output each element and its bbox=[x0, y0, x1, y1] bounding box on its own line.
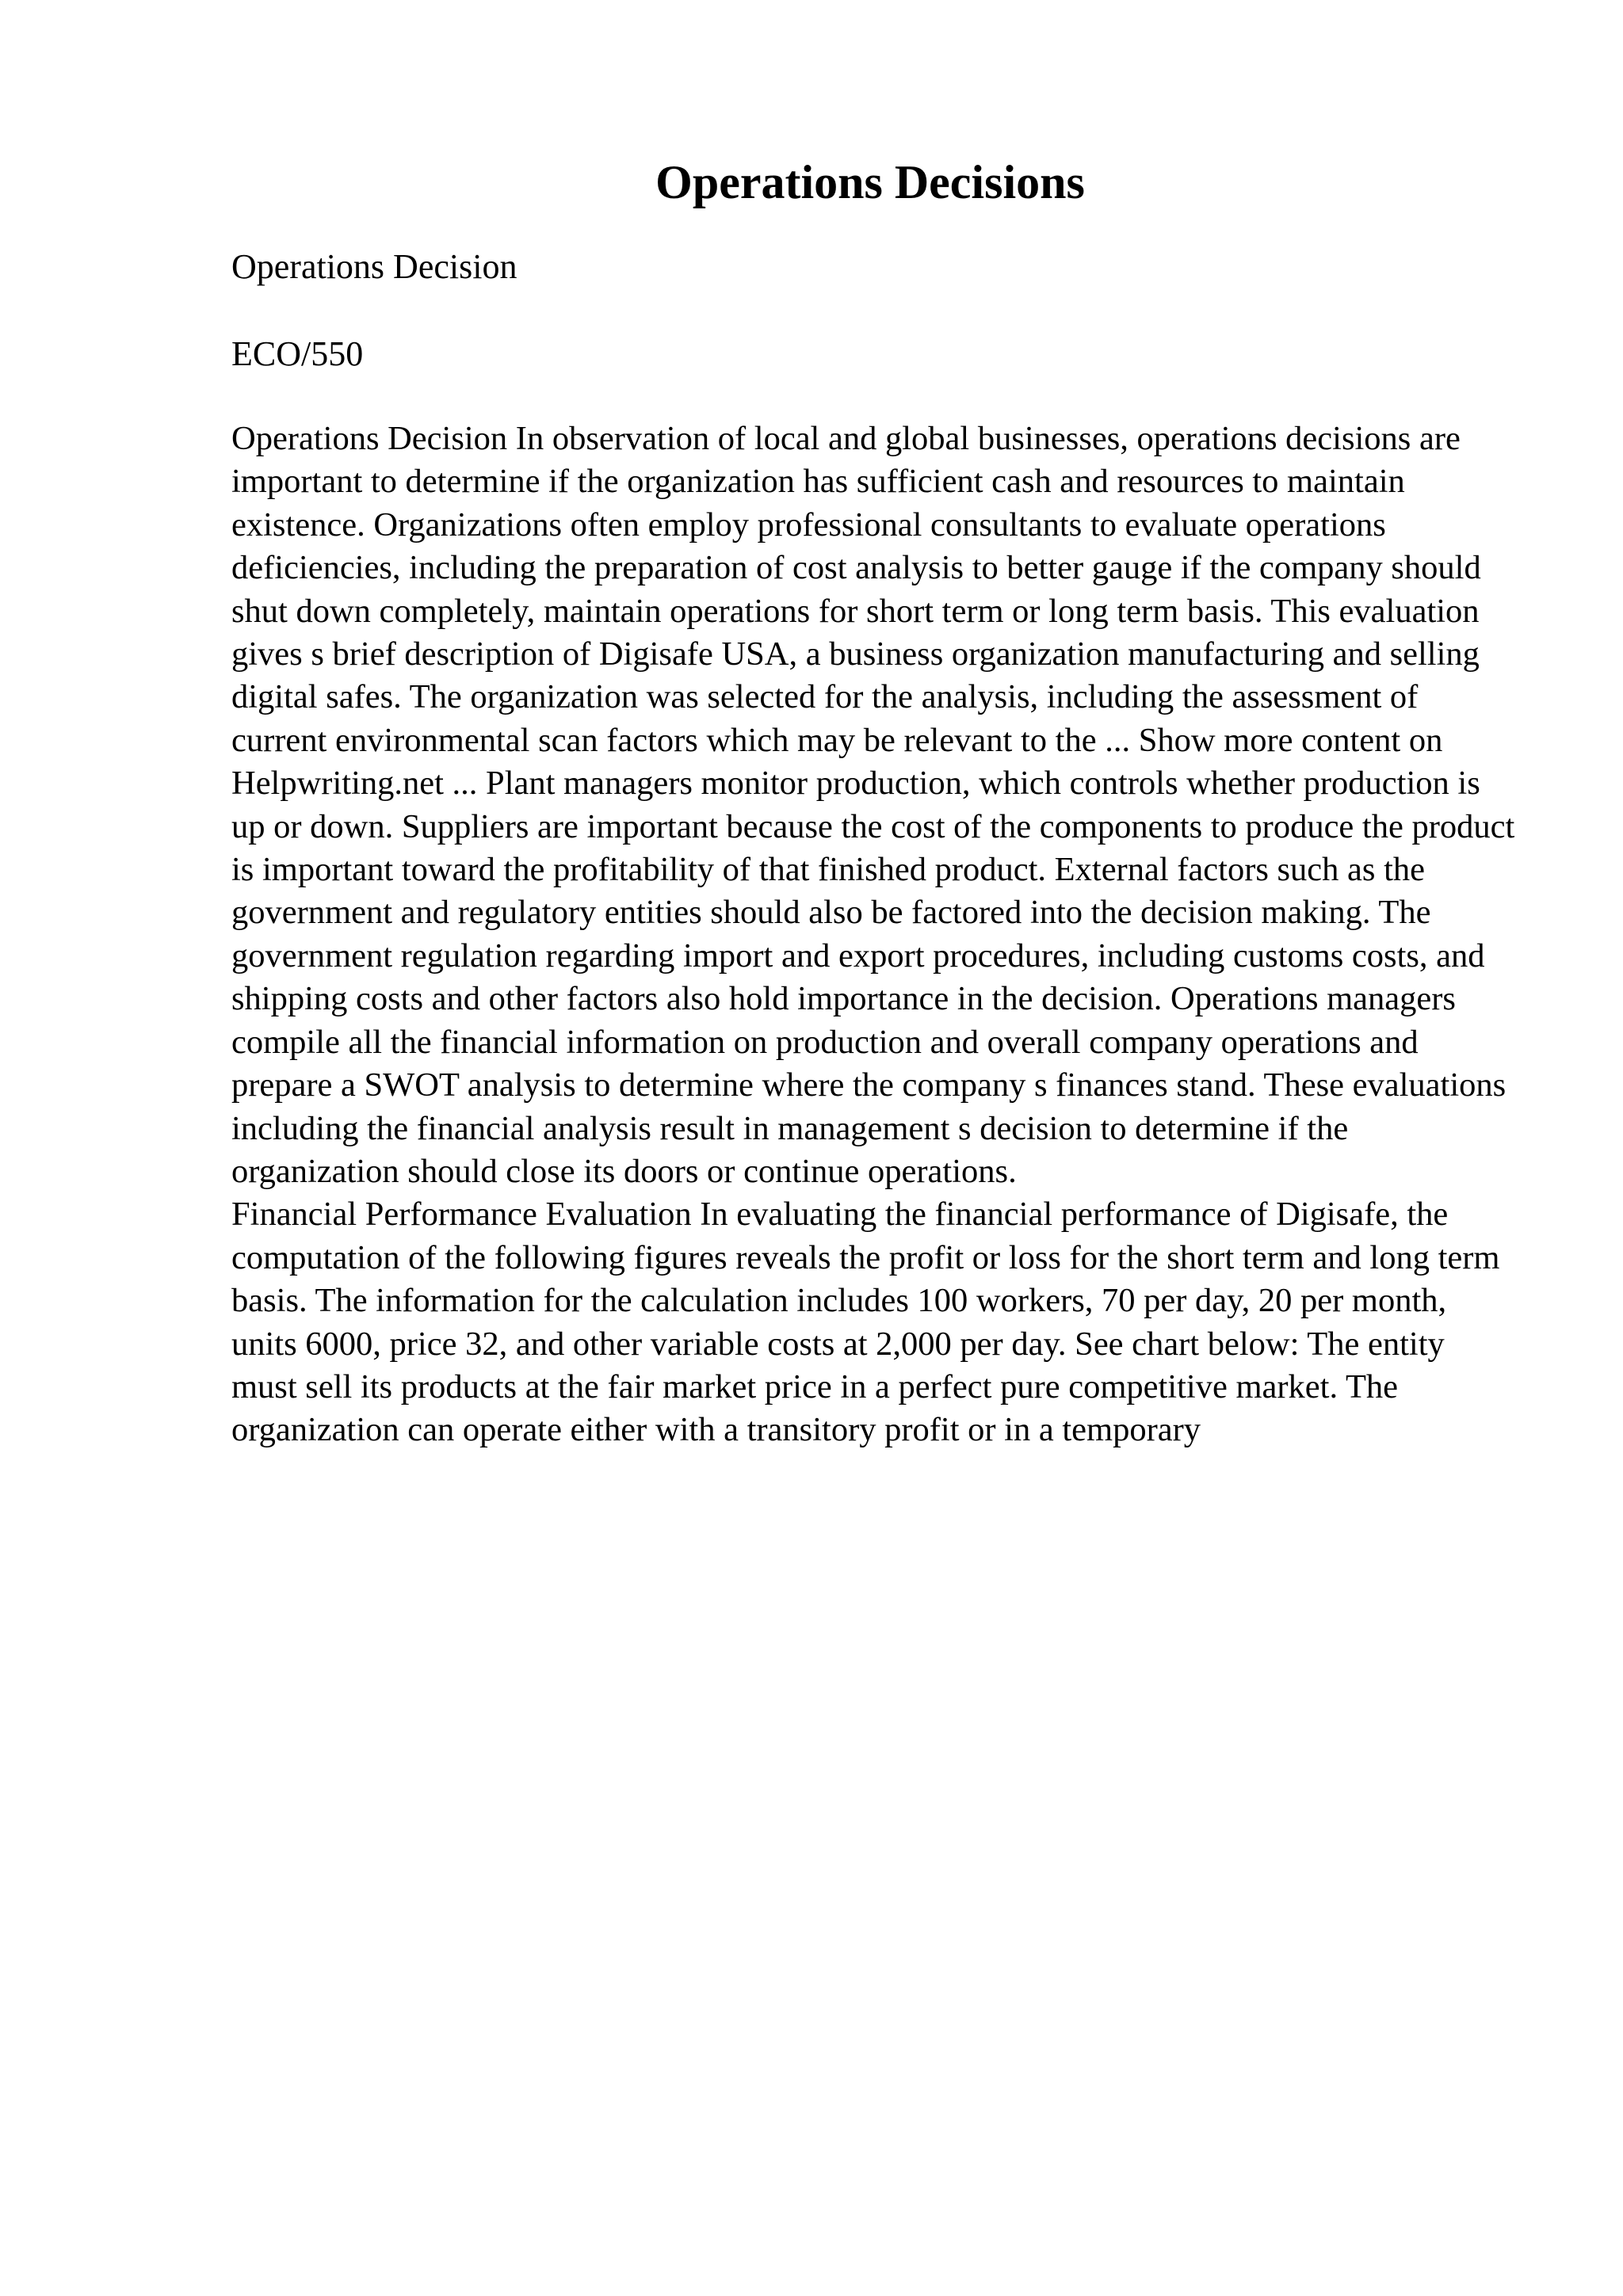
document-subtitle: Operations Decision bbox=[231, 247, 517, 286]
body-paragraph: Operations Decision In observation of local and global businesses, operations decisions are important to determine if the organization has sufficient cash and resources to maintain existence. Organizations often employ professional consultants to evaluate operations deficiencies, including the preparation of cost analysis to better gauge if the company should shut down completely, maintain operations for short term or long term basis. This evaluation gives s brief description of Digisafe USA, a business organization manufacturing and selling digital safes. The organization was selected for the analysis, including the assessment of current environmental scan factors which may be relevant to the ... Show more content on Helpwriting.net ... Plant managers monitor production, which controls whether production is up or down. Suppliers are important because the cost of the components to produce the product is important toward the profitability of that finished product. External factors such as the government and regulatory entities should also be factored into the decision making. The government regulation regarding import and export procedures, including customs costs, and shipping costs and other factors also hold importance in the decision. Operations managers compile all the financial information on production and overall company operations and prepare a SWOT analysis to determine where the company s finances stand. These evaluations including the financial analysis result in management s decision to determine if the organization should close its doors or continue operations. bbox=[231, 420, 1515, 1190]
document-body bbox=[231, 418, 1515, 1452]
course-code: ECO/550 bbox=[231, 334, 364, 373]
body-paragraph: Financial Performance Evaluation In evaluating the financial performance of Digisafe, the computation of the following figures reveals the profit or loss for the short term and long term basis. The information for the calculation includes 100 workers, 70 per day, 20 per month, units 6000, price 32, and other variable costs at 2,000 per day. See chart below: The entity must sell its products at the fair market price in a perfect pure competitive market. The organization can operate either with a transitory profit or in a temporary bbox=[231, 1196, 1500, 1449]
document-title: Operations Decisions bbox=[655, 156, 1085, 208]
